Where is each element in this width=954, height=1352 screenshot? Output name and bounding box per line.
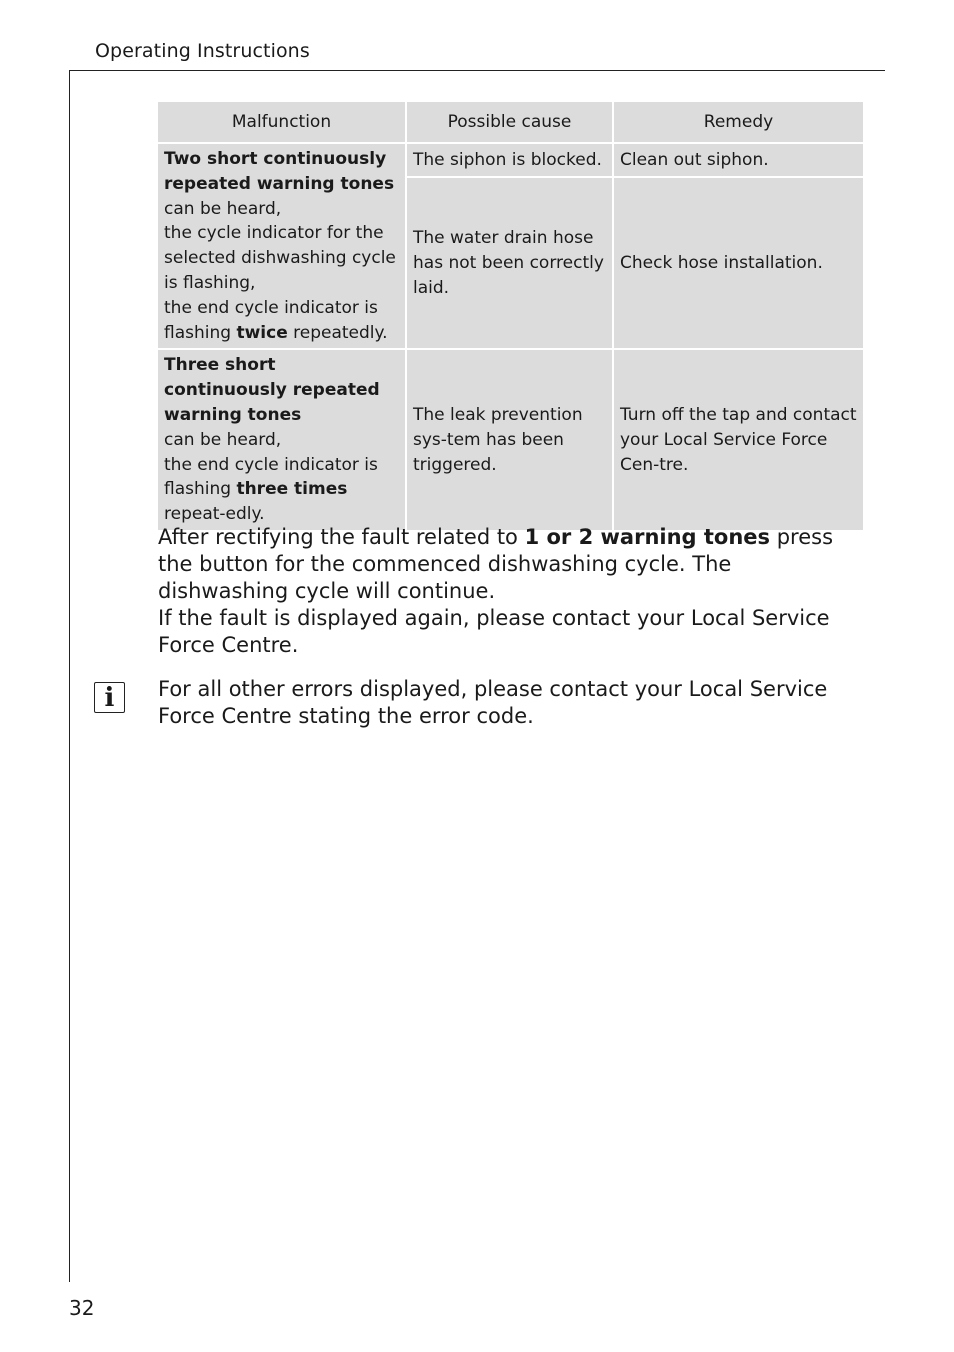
remedy-cell: Clean out siphon.	[614, 144, 863, 176]
malfunction-title: Three short continuously repeated warning tones	[164, 355, 380, 425]
malfunction-text: the end cycle indicator is flashing	[164, 454, 378, 500]
malfunction-title: Two short continuously repeated warning tones	[164, 149, 395, 194]
malfunction-text: repeat-edly.	[164, 504, 265, 525]
header-rule	[69, 70, 885, 71]
column-header-malfunction: Malfunction	[158, 102, 405, 142]
remedy-cell: Check hose installation.	[614, 178, 863, 348]
info-paragraph: For all other errors displayed, please contact your Local Service Force Centre stating the error code.	[158, 677, 828, 728]
paragraph-text: After rectifying the fault related to	[158, 525, 525, 549]
remedy-cell: Turn off the tap and contact your Local Service Force Cen-tre.	[614, 350, 863, 530]
cause-cell: The water drain hose has not been correctly laid.	[407, 178, 612, 348]
info-icon: i	[94, 682, 125, 713]
table-row	[158, 144, 863, 176]
fault-table	[156, 100, 865, 532]
table-row	[158, 350, 863, 530]
column-header-remedy: Remedy	[614, 102, 863, 142]
malfunction-text: the cycle indicator for the selected dishwashing cycle is flashing,	[164, 223, 396, 293]
rectify-paragraph	[158, 524, 858, 659]
table-header-row	[158, 102, 863, 142]
malfunction-text: repeatedly.	[287, 322, 388, 343]
paragraph-text: press the button for the commenced dishwashing cycle. The dishwashing cycle will continue.	[158, 525, 834, 603]
malfunction-emphasis: three times	[236, 479, 348, 500]
paragraph-text: If the fault is displayed again, please contact your Local Service Force Centre.	[158, 606, 830, 657]
column-header-possible-cause: Possible cause	[407, 102, 612, 142]
malfunction-cell	[158, 144, 405, 348]
malfunction-cell	[158, 350, 405, 530]
cause-cell: The leak prevention sys-tem has been triggered.	[407, 350, 612, 530]
page-header-title: Operating Instructions	[95, 40, 310, 62]
malfunction-text: can be heard,	[164, 198, 282, 219]
cause-cell: The siphon is blocked.	[407, 144, 612, 176]
malfunction-emphasis: twice	[236, 322, 288, 343]
paragraph-emphasis: 1 or 2 warning tones	[524, 525, 771, 549]
malfunction-text: can be heard,	[164, 429, 282, 450]
malfunction-text: the end cycle indicator is flashing	[164, 297, 378, 343]
page-number: 32	[69, 1296, 95, 1320]
margin-rule	[69, 70, 70, 1282]
